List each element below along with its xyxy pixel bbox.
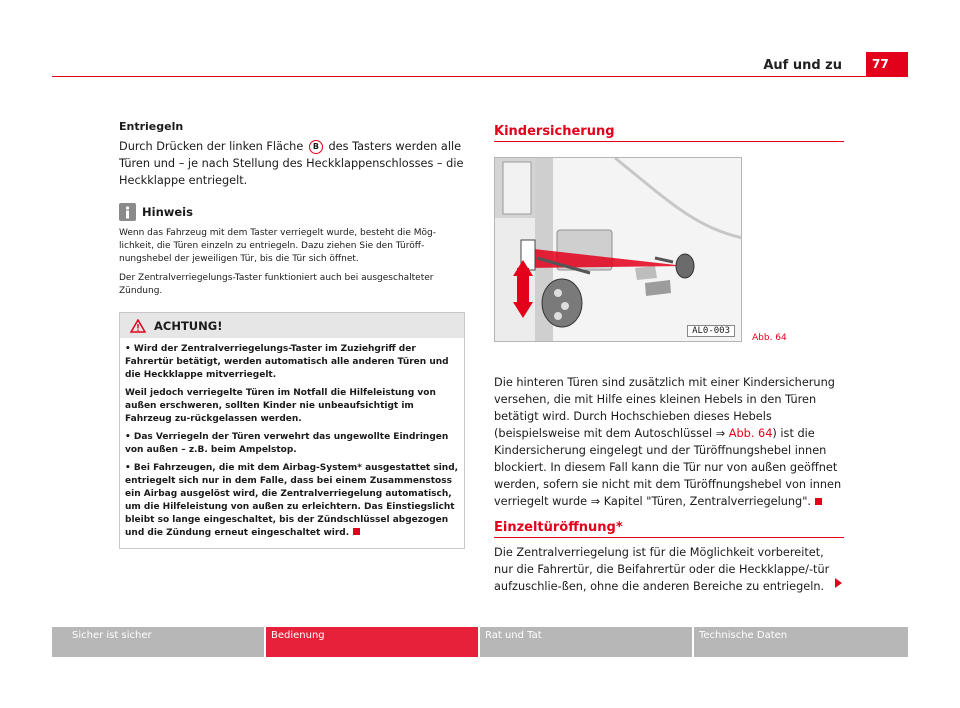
tab-technische-daten[interactable]: Technische Daten [694,627,908,657]
hint-text-1: Wenn das Fahrzeug mit dem Taster verriegelt wurde, besteht die Mög-lichkeit, die Türen einzeln zu entriegeln. Dazu ziehen Sie den Türöff-nungshebel der jeweiligen Tür, bis die Tür sich öffnet. [119,228,436,264]
tab-rat-und-tat[interactable]: Rat und Tat [480,627,692,657]
warning-triangle-icon [130,319,146,333]
kindersicherung-paragraph: Die hinteren Türen sind zusätzlich mit einer Kindersicherung versehen, die mit Hilfe eines kleinen Hebels in den Türen betätigt wird. Durch Hochschieben dieses Hebels (beispielsweise mit dem Autoschlüssel ⇒ Abb. 64) ist die Kindersicherung eingelegt und der Türöffnungshebel innen blockiert. In diesem Fall kann die Tür nur von außen geöffnet werden, sofern sie nicht mit dem Türöffnungshebel von innen verriegelt wurde ⇒ Kapitel "Türen, Zentralverriegelung". [494,376,842,508]
info-icon [119,203,136,221]
continue-arrow-icon [835,578,842,588]
hint-title: Hinweis [142,205,193,219]
warning-text-3: • Das Verriegeln der Türen verwehrt das ungewollte Eindringen von außen – z.B. beim Ampelstop. [125,432,449,455]
hint-block [119,203,469,298]
figure-caption: Abb. 64 [752,333,787,343]
warning-title: ACHTUNG! [154,318,223,333]
footer-nav [52,627,908,657]
end-marker-icon [815,498,822,505]
entriegeln-paragraph: Durch Drücken der linken Fläche B des Tasters werden alle Türen und – je nach Stellung des Heckklappenschlosses – die Heckklappe entriegelt. [119,140,464,187]
header-rule [52,76,907,77]
ref-arrow: ⇒ [590,495,601,508]
left-column [119,120,469,298]
door-illustration [495,158,742,342]
einzeltueroeffnung-heading: Einzeltüröffnung* [494,520,623,535]
ref-arrow: ⇒ [715,427,726,440]
door-child-lock-figure [494,157,742,342]
warning-box [119,312,465,549]
end-marker-icon [353,528,360,535]
hint-text-2: Der Zentralverriegelungs-Taster funktioniert auch bei ausgeschalteter Zündung. [119,273,434,296]
warning-text-2: Weil jedoch verriegelte Türen im Notfall die Hilfeleistung von außen erschweren, sollten Kinder nie unbeaufsichtigt im Fahrzeug zu-rückgelassen werden. [125,388,436,424]
tab-bedienung[interactable]: Bedienung [266,627,478,657]
running-title: Auf und zu [763,58,842,73]
figure-link[interactable]: Abb. 64 [728,427,773,440]
figure-code: AL0-003 [687,325,735,337]
b-marker-icon: B [309,140,323,154]
warning-text-4: • Bei Fahrzeugen, die mit dem Airbag-System* ausgestattet sind, entriegelt sich nur in dem Falle, dass bei einem Zusammenstoss ein Airbag ausgelöst wird, die Zentralverriegelung automatisch, um die Hilfeleistung von außen zu erleichtern. Das Einstiegslicht bleibt so lange eingeschaltet, bis der Zündschlüssel abgezogen und die Zündung erneut eingeschaltet wird. [125,463,459,538]
warning-text-1: • Wird der Zentralverriegelungs-Taster im Zuziehgriff der Fahrertür betätigt, werden automatisch alle anderen Türen und die Heckklappe mitverriegelt. [125,344,449,380]
section-rule-2 [494,537,844,538]
tab-sicher-ist-sicher[interactable]: Sicher ist sicher [52,627,264,657]
entriegeln-heading: Entriegeln [119,120,184,133]
section-rule-1 [494,141,844,142]
kindersicherung-heading: Kindersicherung [494,124,615,139]
einzeltueroeffnung-paragraph: Die Zentralverriegelung ist für die Möglichkeit vorbereitet, nur die Fahrertür, die Beifahrertür oder die Heckklappe/-tür aufzuschlie-ßen, ohne die anderen Bereiche zu entriegeln. [494,546,830,593]
page-number: 77 [866,52,908,77]
